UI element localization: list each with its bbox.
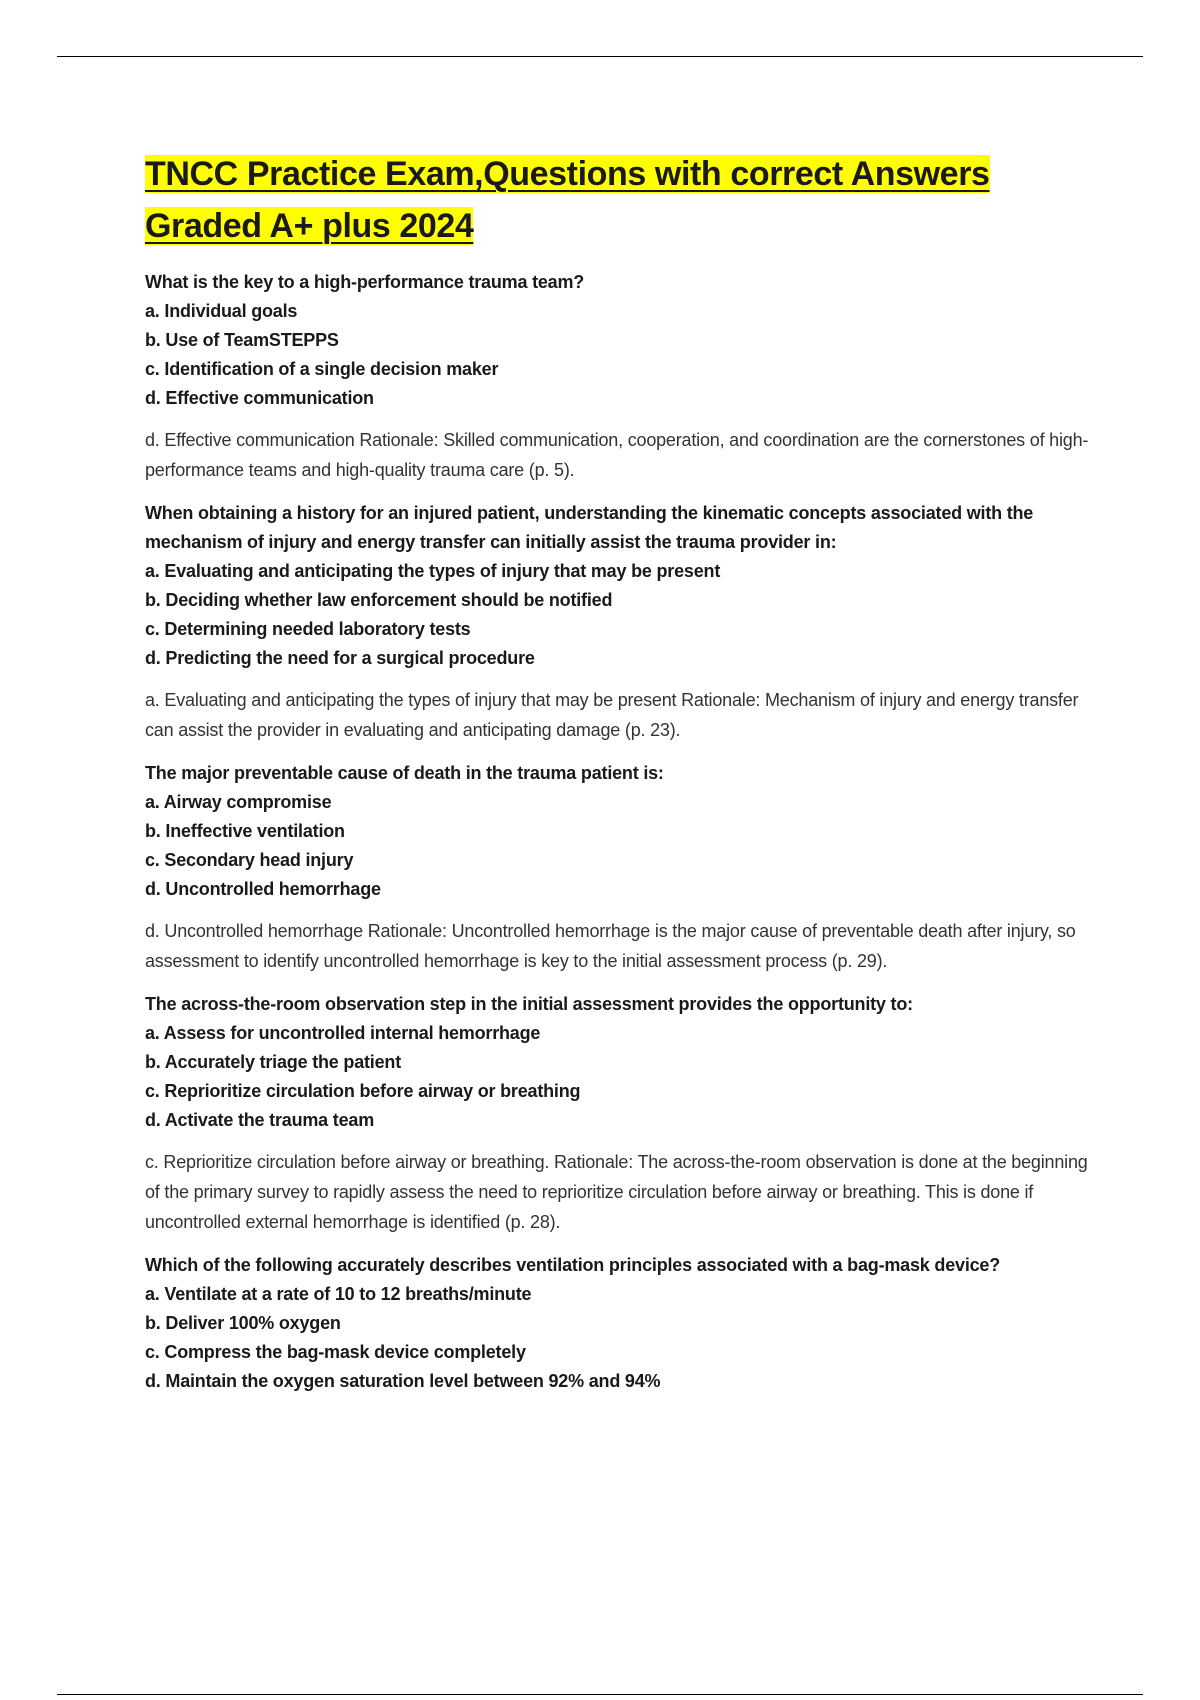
document-body (145, 148, 1090, 1410)
question-text: The across-the-room observation step in the initial assessment provides the opportunity to: (145, 994, 913, 1014)
option-c: c. Reprioritize circulation before airway or breathing (145, 1081, 581, 1101)
option-a: a. Assess for uncontrolled internal hemorrhage (145, 1023, 541, 1043)
option-list (145, 788, 1090, 904)
option-b: b. Ineffective ventilation (145, 821, 345, 841)
question-block-1 (145, 268, 1090, 485)
option-d: d. Effective communication (145, 388, 374, 408)
option-a: a. Evaluating and anticipating the types of injury that may be present (145, 561, 721, 581)
option-b: b. Use of TeamSTEPPS (145, 330, 339, 350)
question-text: Which of the following accurately describes ventilation principles associated with a bag-mask device? (145, 1255, 1001, 1275)
option-c: c. Determining needed laboratory tests (145, 619, 471, 639)
document-title-text: TNCC Practice Exam,Questions with correct Answers Graded A+ plus 2024 (145, 155, 990, 245)
option-list (145, 1280, 1090, 1396)
option-d: d. Activate the trauma team (145, 1110, 375, 1130)
question-block-4 (145, 990, 1090, 1237)
question-text: When obtaining a history for an injured patient, understanding the kinematic concepts associated with the mechanism of injury and energy transfer can initially assist the trauma provider in: (145, 503, 1034, 552)
question-block-5 (145, 1251, 1090, 1396)
answer-rationale: d. Effective communication Rationale: Skilled communication, cooperation, and coordination are the cornerstones of high-performance teams and high-quality trauma care (p. 5). (145, 430, 1089, 480)
option-b: b. Deliver 100% oxygen (145, 1313, 341, 1333)
answer-rationale: a. Evaluating and anticipating the types of injury that may be present Rationale: Mechanism of injury and energy transfer can assist the provider in evaluating and anticipating damage (p. 23). (145, 690, 1079, 740)
option-list (145, 297, 1090, 413)
option-c: c. Secondary head injury (145, 850, 354, 870)
question-text: The major preventable cause of death in the trauma patient is: (145, 763, 664, 783)
answer-rationale: d. Uncontrolled hemorrhage Rationale: Uncontrolled hemorrhage is the major cause of preventable death after injury, so assessment to identify uncontrolled hemorrhage is key to the initial assessment process (p. 29). (145, 921, 1076, 971)
option-d: d. Uncontrolled hemorrhage (145, 879, 381, 899)
option-a: a. Airway compromise (145, 792, 332, 812)
answer-rationale: c. Reprioritize circulation before airway or breathing. Rationale: The across-the-room observation is done at the beginning of the primary survey to rapidly assess the need to reprioritize circulation before airway or breathing. This is done if uncontrolled external hemorrhage is identified (p. 28). (145, 1152, 1088, 1232)
question-text: What is the key to a high-performance trauma team? (145, 272, 585, 292)
question-block-2 (145, 499, 1090, 745)
bottom-rule (57, 1694, 1143, 1695)
option-list (145, 1019, 1090, 1135)
option-c: c. Compress the bag-mask device completely (145, 1342, 526, 1362)
option-a: a. Individual goals (145, 301, 298, 321)
option-list (145, 557, 1090, 673)
document-title (145, 148, 1090, 252)
top-rule (57, 56, 1143, 57)
option-d: d. Maintain the oxygen saturation level between 92% and 94% (145, 1371, 661, 1391)
option-b: b. Accurately triage the patient (145, 1052, 401, 1072)
option-d: d. Predicting the need for a surgical procedure (145, 648, 535, 668)
option-a: a. Ventilate at a rate of 10 to 12 breaths/minute (145, 1284, 532, 1304)
option-b: b. Deciding whether law enforcement should be notified (145, 590, 613, 610)
option-c: c. Identification of a single decision maker (145, 359, 499, 379)
question-block-3 (145, 759, 1090, 976)
